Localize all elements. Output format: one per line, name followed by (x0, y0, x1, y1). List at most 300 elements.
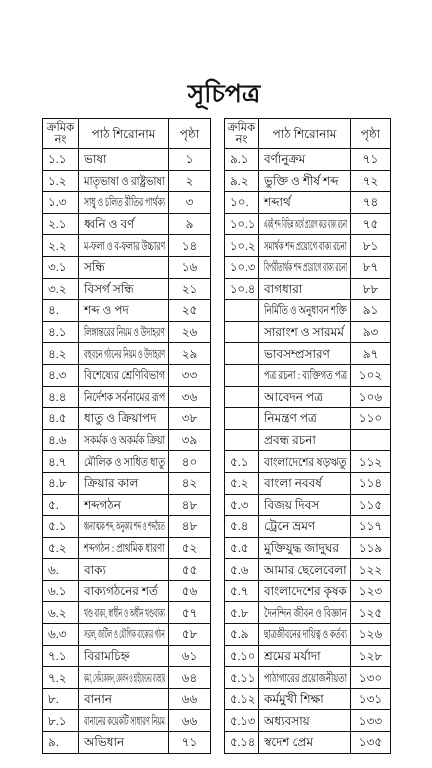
toc-row (43, 256, 211, 278)
toc-page-cell (351, 300, 391, 322)
toc-page-cell (169, 213, 211, 235)
toc-title-cell (259, 170, 351, 192)
lesson-title: বাংলাদেশের ষড়ঋতু (264, 454, 347, 469)
lesson-title: বিশেষ্যের শ্রেণিবিভাগ (84, 368, 166, 383)
lesson-title: ভাষা (84, 152, 107, 167)
toc-page-cell (351, 149, 391, 171)
toc-serial-cell (225, 602, 259, 624)
page-number: ২৫ (181, 303, 198, 318)
toc-table-right (224, 118, 391, 754)
lesson-title: মুক্তিযুদ্ধ জাদুঘর (264, 540, 340, 555)
lesson-title: সন্ধি (84, 260, 105, 275)
toc-page-cell (351, 429, 391, 451)
toc-title-cell (259, 235, 351, 257)
lesson-title: ট্রেনে ভ্রমণ (264, 519, 316, 534)
toc-page-cell (351, 580, 391, 602)
lesson-title: প্রবন্ধ রচনা (264, 433, 316, 448)
toc-body-left (43, 149, 211, 754)
toc-title-cell (259, 386, 351, 408)
page-number: ৭৪ (362, 195, 379, 210)
toc-row (43, 170, 211, 192)
toc-title-cell (259, 559, 351, 581)
toc-row (43, 149, 211, 171)
toc-page-cell (351, 213, 391, 235)
toc-serial-cell (43, 213, 79, 235)
serial-number: ৯.১ (230, 152, 249, 167)
page-number: ৪০ (181, 454, 198, 469)
page-number: ১২৬ (358, 627, 383, 642)
serial-number: ৭.১ (48, 648, 67, 663)
toc-title-cell (79, 235, 169, 257)
serial-header-line-2: নং (54, 133, 67, 146)
toc-title-cell (79, 386, 169, 408)
toc-header-row (225, 119, 391, 149)
toc-row (225, 602, 391, 624)
toc-row (43, 688, 211, 710)
toc-page-cell (169, 602, 211, 624)
toc-page-cell (351, 494, 391, 516)
toc-page-cell (351, 451, 391, 473)
serial-number: ৩.২ (48, 281, 67, 296)
toc-serial-cell (225, 559, 259, 581)
toc-row (43, 580, 211, 602)
page-number: ১০২ (358, 368, 383, 383)
toc-title-cell (79, 537, 169, 559)
toc-title-cell (79, 710, 169, 732)
page-number: ৬১ (181, 648, 198, 663)
toc-row (225, 451, 391, 473)
toc-title-cell (259, 300, 351, 322)
lesson-title: বাক্যগঠনের শর্ত (84, 584, 159, 599)
toc-row (225, 667, 391, 689)
toc-page-cell (169, 494, 211, 516)
page-title: সূচিপত্র (187, 81, 261, 108)
toc-serial-cell (43, 192, 79, 214)
lesson-title: বাংলাদেশের কৃষক (264, 584, 347, 599)
lesson-title: ভাবসম্প্রসারণ (264, 346, 330, 361)
toc-serial-cell (225, 170, 259, 192)
toc-row (43, 408, 211, 430)
toc-serial-cell (43, 451, 79, 473)
toc-serial-cell (225, 472, 259, 494)
toc-title-cell (79, 408, 169, 430)
lesson-title: সমার্থক শব্দ প্রয়োগে বাক্য রচনা (264, 238, 347, 253)
serial-number: ৮. (48, 692, 59, 707)
toc-serial-cell (43, 624, 79, 646)
serial-number: ৪.৫ (48, 411, 67, 426)
lesson-title: বিপরীতার্থক শব্দ প্রয়োগে বাক্য রচনা (264, 260, 348, 275)
lesson-title: অধ্যবসায় (264, 713, 310, 728)
toc-header (225, 119, 391, 149)
toc-row (225, 192, 391, 214)
serial-number: ৫.১০ (230, 648, 256, 663)
toc-page-cell (169, 688, 211, 710)
toc-page-cell (351, 364, 391, 386)
toc-title-cell (259, 213, 351, 235)
toc-serial-cell (43, 300, 79, 322)
serial-number: ৫.১৩ (230, 713, 256, 728)
toc-title-cell (79, 213, 169, 235)
page-number: ৫২ (181, 540, 198, 555)
toc-serial-cell (43, 278, 79, 300)
serial-number: ৪.৮ (48, 476, 67, 491)
toc-title-cell (79, 300, 169, 322)
toc-page-cell (351, 624, 391, 646)
toc-title-cell (259, 710, 351, 732)
toc-title-cell (79, 580, 169, 602)
page-number: ৮৮ (362, 281, 379, 296)
page-number: ৭১ (181, 735, 198, 750)
toc-serial-cell (43, 386, 79, 408)
lesson-title: পাঠাগারের প্রয়োজনীয়তা (264, 670, 348, 685)
page-number: ১৩৫ (358, 735, 383, 750)
lesson-title: সাধু ও চলিত রীতির পার্থক্য (84, 195, 166, 210)
page-number: ২ (185, 173, 194, 188)
lesson-title: বিজয় দিবস (264, 497, 320, 512)
toc-serial-cell (225, 343, 259, 365)
toc-title-cell (259, 602, 351, 624)
toc-serial-cell (43, 537, 79, 559)
page-number: ১৩০ (358, 670, 383, 685)
toc-row (43, 451, 211, 473)
toc-page-cell (351, 235, 391, 257)
serial-number: ১.১ (48, 152, 67, 167)
toc-serial-cell (225, 278, 259, 300)
toc-title-cell (79, 364, 169, 386)
lesson-title: বানান (84, 692, 112, 707)
toc-row (225, 688, 391, 710)
lesson-title: আমার ছেলেবেলা (264, 562, 347, 577)
serial-number: ৫.৮ (230, 605, 249, 620)
title-header-label: পাঠ শিরোনাম (91, 126, 156, 141)
toc-title-cell (79, 494, 169, 516)
serial-column-header (225, 119, 259, 149)
page-number: ৬৪ (181, 670, 198, 685)
toc-page-cell (169, 537, 211, 559)
toc-title-cell (79, 170, 169, 192)
toc-title-cell (259, 192, 351, 214)
toc-title-cell (79, 451, 169, 473)
serial-number: ৪.৭ (48, 454, 67, 469)
toc-page-cell (169, 451, 211, 473)
lesson-title: সারাংশ ও সারমর্ম (264, 325, 344, 340)
toc-page-cell (351, 667, 391, 689)
lesson-title: নির্মিতি ও অনুধাবন শক্তি (264, 303, 347, 318)
toc-page-cell (169, 149, 211, 171)
toc-title-cell (259, 624, 351, 646)
toc-serial-cell (225, 494, 259, 516)
serial-number: ৬.১ (48, 584, 67, 599)
page-number: ৪৮ (181, 519, 198, 534)
page-number: ৮৭ (362, 260, 379, 275)
page-number: ২৬ (181, 325, 198, 340)
toc-page-cell (351, 516, 391, 538)
serial-number: ৯. (48, 735, 59, 750)
toc-row (43, 235, 211, 257)
page-column-header (351, 119, 391, 149)
serial-header-line-1: ক্রমিক (227, 121, 256, 134)
toc-serial-cell (225, 516, 259, 538)
toc-page-cell (169, 364, 211, 386)
toc-title-cell (259, 580, 351, 602)
lesson-title: সকর্মক ও অকর্মক ক্রিয়া (84, 433, 166, 448)
serial-number: ৫.৫ (230, 540, 249, 555)
lesson-title: ধ্বন্যাত্মক শব্দ, অনুকার শব্দ ও শব্দদ্বৈত (84, 519, 165, 534)
toc-page-cell (351, 710, 391, 732)
lesson-title: মৌলিক ও সাধিত ধাতু (84, 454, 166, 469)
toc-row (43, 559, 211, 581)
toc-row (43, 667, 211, 689)
page-number: ৬৬ (181, 692, 198, 707)
page-number: ৫৮ (181, 627, 198, 642)
lesson-title: বহুবচন গঠনের নিয়ম ও উদাহরণ (84, 346, 166, 361)
page-header-label: পৃষ্ঠা (360, 126, 381, 141)
page-number: ১২২ (358, 562, 383, 577)
toc-row (43, 192, 211, 214)
toc-row (43, 732, 211, 754)
serial-number: ৪. (48, 303, 59, 318)
page-number: ৪২ (181, 476, 198, 491)
toc-page-cell (351, 537, 391, 559)
toc-row (43, 624, 211, 646)
serial-number: ৫.২ (48, 540, 67, 555)
toc-row (43, 300, 211, 322)
toc-serial-cell (225, 408, 259, 430)
serial-number: ৬. (48, 562, 59, 577)
toc-title-cell (259, 256, 351, 278)
toc-row (225, 300, 391, 322)
page-number: ১৪ (181, 238, 198, 253)
serial-number: ১০.৪ (230, 281, 256, 296)
toc-serial-cell (225, 732, 259, 754)
page-number: ৪৮ (181, 497, 198, 512)
serial-header-line-2: নং (235, 133, 248, 146)
toc-page-cell (169, 192, 211, 214)
toc-page-cell (169, 580, 211, 602)
serial-number: ১০.২ (230, 238, 256, 253)
serial-column-header (43, 119, 79, 149)
toc-serial-cell (225, 580, 259, 602)
toc-page-cell (169, 278, 211, 300)
lesson-title: ম-ফলা ও ব-ফলার উচ্চারণ (84, 238, 166, 253)
lesson-title: বাংলা নববর্ষ (264, 476, 322, 491)
page-number: ১৩৩ (358, 713, 383, 728)
toc-row (225, 472, 391, 494)
toc-serial-cell (225, 192, 259, 214)
toc-serial-cell (43, 364, 79, 386)
page-number: ১২৫ (358, 605, 383, 620)
serial-number: ৫.৩ (230, 497, 249, 512)
toc-title-cell (79, 343, 169, 365)
toc-row (43, 710, 211, 732)
toc-serial-cell (43, 170, 79, 192)
toc-row (43, 516, 211, 538)
serial-number: ৪.১ (48, 325, 67, 340)
page-column-header (169, 119, 211, 149)
lesson-title: অভিধান (84, 735, 125, 750)
toc-serial-cell (225, 688, 259, 710)
serial-number: ৫.৭ (230, 584, 249, 599)
page-number: ১৬ (181, 260, 198, 275)
page-number: ৯৩ (362, 325, 379, 340)
toc-title-cell (259, 472, 351, 494)
toc-serial-cell (43, 256, 79, 278)
toc-serial-cell (225, 624, 259, 646)
page-number: ৯১ (362, 303, 379, 318)
toc-serial-cell (225, 235, 259, 257)
toc-title-cell (79, 192, 169, 214)
toc-page-cell (351, 192, 391, 214)
page-number: ১১৫ (358, 497, 383, 512)
toc-page-cell (169, 386, 211, 408)
toc-row (225, 494, 391, 516)
toc-page-cell (169, 408, 211, 430)
lesson-title: বিসর্গ সন্ধি (84, 281, 134, 296)
toc-serial-cell (43, 645, 79, 667)
toc-title-cell (259, 149, 351, 171)
toc-serial-cell (43, 494, 79, 516)
lesson-title: বাগধারা (264, 281, 303, 296)
toc-row (225, 645, 391, 667)
toc-page-cell (351, 688, 391, 710)
toc-page-cell (169, 235, 211, 257)
page-number: ৩৩ (181, 368, 198, 383)
toc-title-cell (79, 321, 169, 343)
toc-page-cell (351, 170, 391, 192)
toc-page-cell (351, 343, 391, 365)
toc-row (225, 624, 391, 646)
toc-title-cell (259, 364, 351, 386)
serial-number: ৪.৩ (48, 368, 67, 383)
toc-title-cell (79, 256, 169, 278)
page-number: ১০৬ (358, 389, 383, 404)
toc-page-cell (351, 732, 391, 754)
lesson-title: শব্দগঠন (84, 497, 121, 512)
lesson-title: ভুক্তি ও শীর্ষ শব্দ (264, 173, 339, 188)
toc-serial-cell (43, 688, 79, 710)
serial-number: ৫.১ (230, 454, 249, 469)
toc-row (225, 149, 391, 171)
lesson-title: শব্দ ও পদ (84, 303, 129, 318)
lesson-title: কমা, সেমিকোলন, কোলন ও হাইফেনের ব্যবহার (84, 670, 166, 685)
toc-title-cell (259, 343, 351, 365)
toc-row (43, 321, 211, 343)
lesson-title: স্বদেশ প্রেম (264, 735, 314, 750)
toc-title-cell (259, 537, 351, 559)
toc-title-cell (79, 516, 169, 538)
page-number: ১১৯ (358, 540, 383, 555)
lesson-title: ধাতু ও ক্রিয়াপদ (84, 411, 157, 426)
lesson-title: একই শব্দ বিভিন্ন অর্থে প্রয়োগ করে বাক্য রচনা (264, 217, 348, 232)
lesson-title: শব্দার্থ (264, 195, 291, 210)
toc-row (225, 213, 391, 235)
toc-page-cell (169, 321, 211, 343)
toc-page-cell (169, 343, 211, 365)
toc-page-cell (351, 386, 391, 408)
title-column-header (259, 119, 351, 149)
lesson-title: খণ্ড বাক্য, স্বাধীন ও অধীন খণ্ডবাক্য (84, 605, 165, 620)
toc-serial-cell (225, 256, 259, 278)
lesson-title: ছাত্রজীবনের দায়িত্ব ও কর্তব্য (264, 627, 348, 642)
toc-page-cell (169, 170, 211, 192)
toc-title-cell (79, 732, 169, 754)
toc-row (43, 602, 211, 624)
toc-row (43, 494, 211, 516)
page-number: ৭৫ (362, 217, 379, 232)
toc-title-cell (79, 429, 169, 451)
serial-number: ৫.১ (48, 519, 67, 534)
toc-title-cell (79, 688, 169, 710)
page-header-label: পৃষ্ঠা (179, 126, 200, 141)
page-number: ২১ (181, 281, 198, 296)
toc-title-cell (79, 278, 169, 300)
toc-row (225, 343, 391, 365)
toc-serial-cell (225, 667, 259, 689)
serial-header-line-1: ক্রমিক (46, 121, 75, 134)
toc-row (225, 256, 391, 278)
toc-title-cell (259, 688, 351, 710)
toc-title-cell (79, 559, 169, 581)
toc-title-cell (79, 624, 169, 646)
lesson-title: বাক্য (84, 562, 107, 577)
toc-serial-cell (43, 580, 79, 602)
toc-table-left (42, 118, 211, 754)
lesson-title: ধ্বনি ও বর্ণ (84, 217, 135, 232)
toc-serial-cell (225, 321, 259, 343)
toc-row (43, 645, 211, 667)
toc-serial-cell (43, 472, 79, 494)
toc-page-cell (169, 710, 211, 732)
toc-serial-cell (43, 710, 79, 732)
serial-number: ৫.১১ (230, 670, 256, 685)
toc-title-cell (259, 278, 351, 300)
toc-serial-cell (43, 602, 79, 624)
toc-row (225, 408, 391, 430)
toc-serial-cell (225, 537, 259, 559)
serial-number: ৮.১ (48, 713, 67, 728)
toc-row (225, 710, 391, 732)
page-number: ৫৬ (181, 584, 198, 599)
toc-row (43, 213, 211, 235)
page-number: ৩৮ (181, 411, 198, 426)
toc-page-cell (169, 624, 211, 646)
toc-title-cell (79, 645, 169, 667)
lesson-title: আবেদন পত্র (264, 389, 323, 404)
toc-row (225, 516, 391, 538)
toc-page-cell (169, 559, 211, 581)
toc-serial-cell (43, 667, 79, 689)
toc-serial-cell (225, 213, 259, 235)
serial-number: ৫. (48, 497, 59, 512)
toc-page-cell (169, 732, 211, 754)
serial-number: ৪.৪ (48, 389, 67, 404)
page-number: ৬৬ (181, 713, 198, 728)
toc-serial-cell (225, 710, 259, 732)
toc-serial-cell (43, 235, 79, 257)
toc-serial-cell (43, 559, 79, 581)
lesson-title: নিমন্ত্রণ পত্র (264, 411, 317, 426)
page-number: ৫৭ (181, 605, 198, 620)
toc-title-cell (79, 472, 169, 494)
toc-title-cell (79, 602, 169, 624)
toc-row (225, 580, 391, 602)
toc-serial-cell (225, 300, 259, 322)
toc-serial-cell (43, 408, 79, 430)
toc-page-cell (169, 516, 211, 538)
lesson-title: কর্মমুখী শিক্ষা (264, 692, 324, 707)
toc-row (225, 429, 391, 451)
page-number: ৯ (185, 217, 194, 232)
